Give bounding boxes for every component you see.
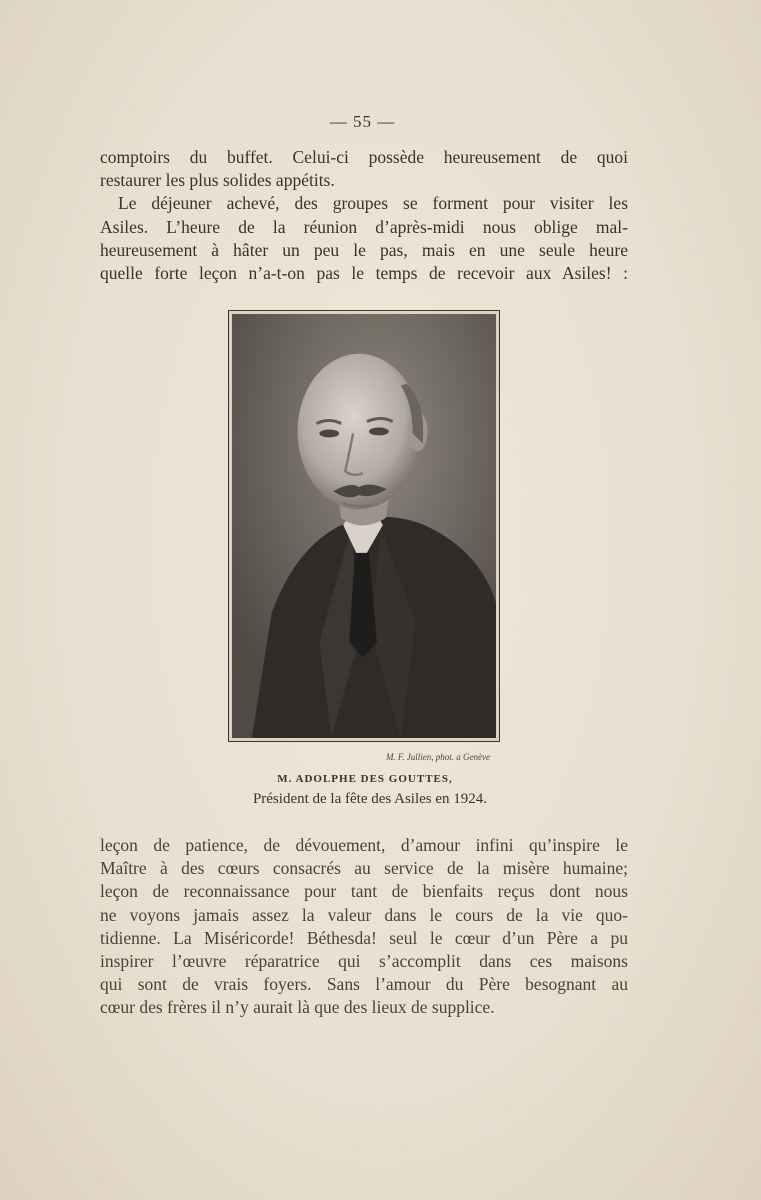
caption-title: Président de la fête des Asiles en 1924.: [252, 791, 488, 807]
text-line: quelle forte leçon n’a-t-on pas le temps de recevoir aux Asiles! :: [100, 263, 628, 284]
caption-name: M. ADOLPHE DES GOUTTES,: [277, 773, 453, 785]
page-number: — 55 —: [329, 112, 396, 131]
text-line: ne voyons jamais assez la valeur dans le cours de la vie quo-: [100, 904, 628, 925]
text-line: Le déjeuner achevé, des groupes se forment pour visiter les: [118, 193, 628, 214]
text-line: Maître à des cœurs consacrés au service de la misère humaine;: [100, 858, 628, 879]
portrait-frame: [228, 310, 500, 742]
text-line: qui sont de vrais foyers. Sans l’amour du Père besognant au: [100, 974, 628, 995]
text-line: leçon de reconnaissance pour tant de bienfaits reçus dont nous: [100, 881, 628, 902]
text-line: leçon de patience, de dévouement, d’amour infini qu’inspire le: [100, 835, 628, 855]
bottom-paragraph: [100, 834, 628, 1020]
text-line: restaurer les plus solides appétits.: [100, 170, 335, 191]
portrait-photo: [232, 314, 496, 738]
text-line: tidienne. La Miséricorde! Béthesda! seul le cœur d’un Père a pu: [100, 927, 628, 948]
text-line: comptoirs du buffet. Celui-ci possède heureusement de quoi: [100, 147, 628, 167]
text-line: Asiles. L’heure de la réunion d’après-midi nous oblige mal-: [100, 216, 628, 237]
portrait-image: [232, 314, 496, 738]
text-line: heureusement à hâter un peu le pas, mais en une seule heure: [100, 239, 628, 260]
text-line: cœur des frères il n’y aurait là que des lieux de supplice.: [100, 997, 495, 1018]
top-paragraphs: [100, 146, 628, 285]
text-line: inspirer l’œuvre réparatrice qui s’accomplit dans ces maisons: [100, 951, 628, 972]
photo-credit: M. F. Jullien, phot. a Genève: [385, 752, 490, 762]
